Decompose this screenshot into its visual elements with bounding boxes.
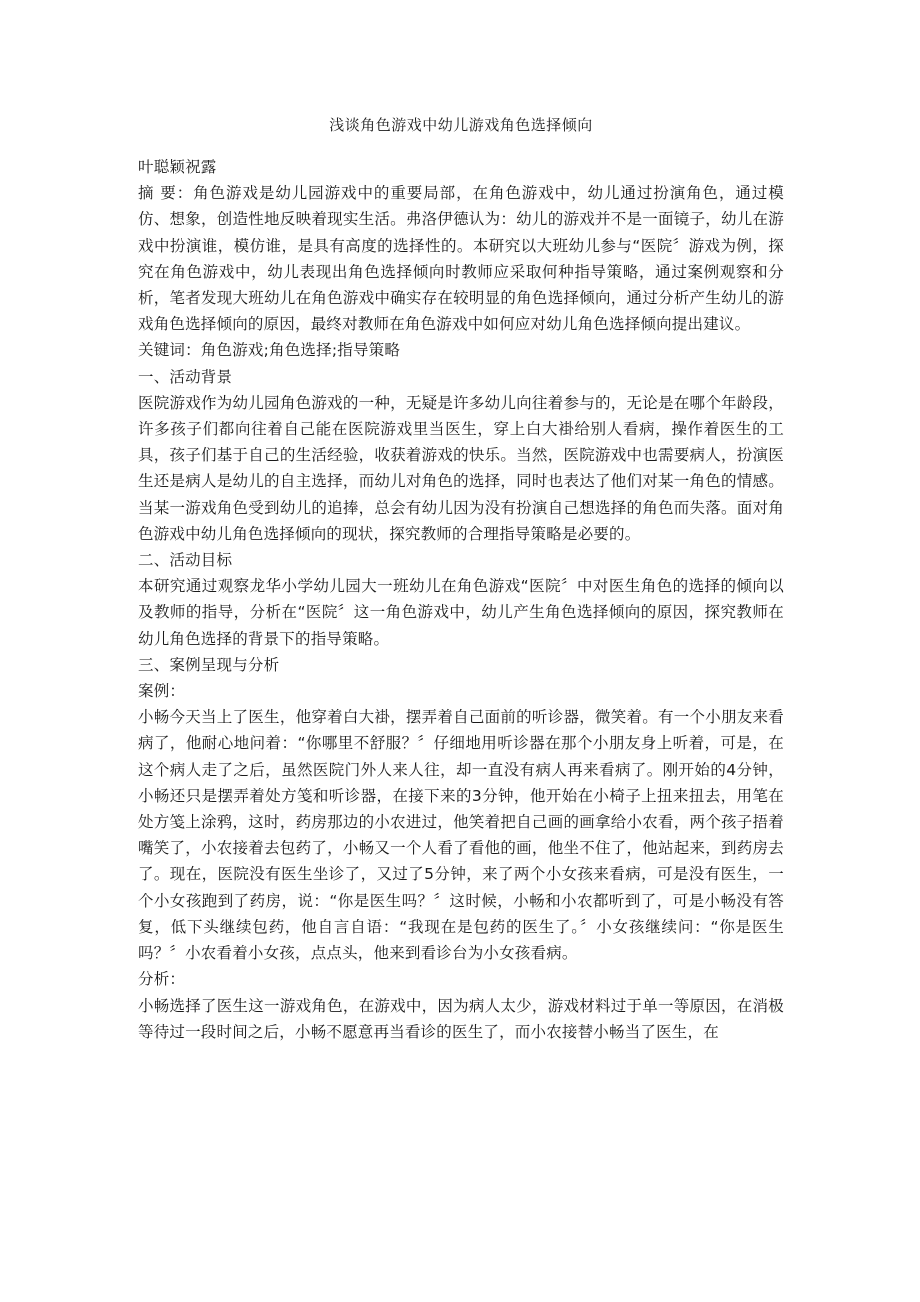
section-heading-case: 三、案例呈现与分析 [138,655,280,674]
keywords-line: 关键词：角色游戏;角色选择;指导策略 [138,341,401,360]
analysis-label: 分析： [138,970,186,989]
case-label: 案例： [138,682,186,701]
author-line: 叶聪颖祝露 [138,158,217,176]
case-paragraph: 小畅今天当上了医生，他穿着白大褂，摆弄着自己面前的听诊器，微笑着。有一个小朋友来看病了，他耐心地问着：“你哪里不舒服？〞仔细地用听诊器在那个小朋友身上听着，可是，在这个病人走了之后，虽然医院门外人来人往，却一直没有病人再来看病了。刚开始的4分钟，小畅还只是摆弄着处方笺和听诊器，在接下来的3分钟，他开始在小椅子上扭来扭去，用笔在处方笺上涂鸦，这时，药房那边的小农进过，他笑着把自己画的画拿给小农看，两个孩子捂着嘴笑了，小农接着去包药了，小畅又一个人看了看他的画，他坐不住了，他站起来，到药房去了。现在，医院没有医生坐诊了，又过了5分钟，来了两个小女孩来看病，可是没有医生，一个小女孩跑到了药房，说：“你是医生吗？〞这时候，小畅和小农都听到了，可是小畅没有答复，低下头继续包药，他自言自语：“我现在是包药的医生了。〞小女孩继续问：“你是医生吗？〞小农看着小女孩，点点头，他来到看诊台为小女孩看病。 [138,708,784,963]
section-heading-goals: 二、活动目标 [138,551,233,570]
abstract-paragraph: 摘 要：角色游戏是幼儿园游戏中的重要局部，在角色游戏中，幼儿通过扮演角色，通过模仿、想象，创造性地反映着现实生活。弗洛伊德认为：幼儿的游戏并不是一面镜子，幼儿在游戏中扮演谁，模仿谁，是具有高度的选择性的。本研究以大班幼儿参与“医院〞游戏为例，探究在角色游戏中，幼儿表现出角色选择倾向时教师应采取何种指导策略，通过案例观察和分析，笔者发现大班幼儿在角色游戏中确实存在较明显的角色选择倾向，通过分析产生幼儿的游戏角色选择倾向的原因，最终对教师在角色游戏中如何应对幼儿角色选择倾向提出建议。 [138,184,784,334]
background-paragraph: 医院游戏作为幼儿园角色游戏的一种，无疑是许多幼儿向往着参与的，无论是在哪个年龄段，许多孩子们都向往着自己能在医院游戏里当医生，穿上白大褂给别人看病，操作着医生的工具，孩子们基于自己的生活经验，收获着游戏的快乐。当然，医院游戏中也需要病人，扮演医生还是病人是幼儿的自主选择，而幼儿对角色的选择，同时也表达了他们对某一角色的情感。当某一游戏角色受到幼儿的追捧，总会有幼儿因为没有扮演自己想选择的角色而失落。面对角色游戏中幼儿角色选择倾向的现状，探究教师的合理指导策略是必要的。 [138,393,784,543]
document-title: 浅谈角色游戏中幼儿游戏角色选择倾向 [329,116,593,134]
section-heading-background: 一、活动背景 [138,367,233,386]
goals-paragraph: 本研究通过观察龙华小学幼儿园大一班幼儿在角色游戏“医院〞中对医生角色的选择的倾向以及教师的指导，分析在“医院〞这一角色游戏中，幼儿产生角色选择倾向的原因，探究教师在幼儿角色选择的背景下的指导策略。 [138,577,784,648]
analysis-paragraph: 小畅选择了医生这一游戏角色，在游戏中，因为病人太少，游戏材料过于单一等原因，在消极等待过一段时间之后，小畅不愿意再当看诊的医生了，而小农接替小畅当了医生，在 [138,996,784,1041]
document-page [138,112,784,1045]
